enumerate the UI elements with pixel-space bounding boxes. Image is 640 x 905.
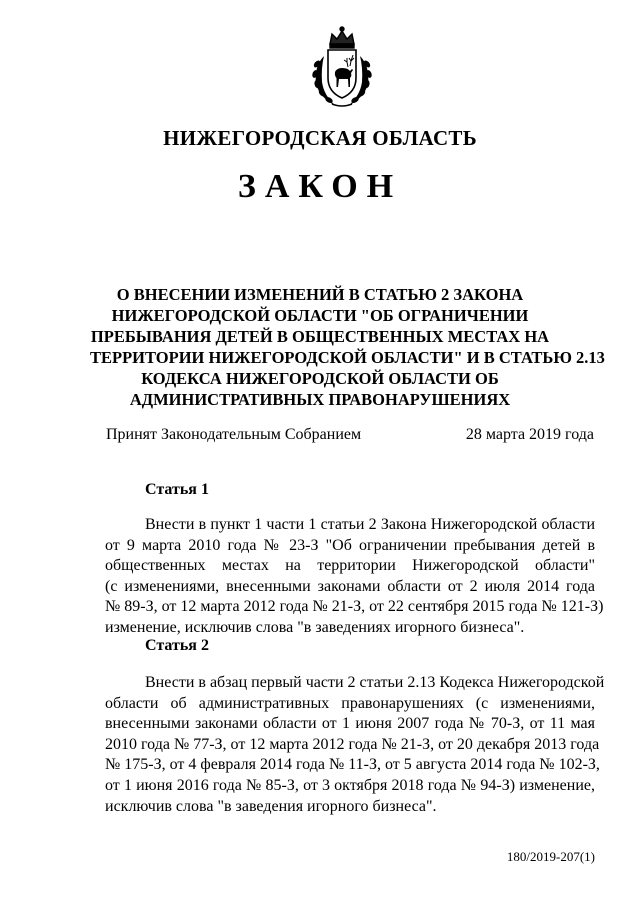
article-line: 2010 года № 77-З, от 12 марта 2012 года № 21-З, от 20 декабря 2013 года	[105, 735, 600, 753]
subject-line: АДМИНИСТРАТИВНЫХ ПРАВОНАРУШЕНИЯХ	[129, 390, 511, 409]
subject-line: ТЕРРИТОРИИ НИЖЕГОРОДСКОЙ ОБЛАСТИ" И В СТАТЬЮ 2.13	[90, 348, 605, 367]
article-line: области об административных правонарушениях (с изменениями,	[105, 694, 595, 712]
subject-line: О ВНЕСЕНИИ ИЗМЕНЕНИЙ В СТАТЬЮ 2 ЗАКОНА	[116, 285, 524, 304]
article-1-title: Статья 1	[145, 481, 209, 498]
document-number: 180/2019-207(1)	[506, 849, 595, 864]
article-2-body	[105, 673, 605, 817]
subject-line: ПРЕБЫВАНИЯ ДЕТЕЙ В ОБЩЕСТВЕННЫХ МЕСТАХ НА	[90, 327, 550, 346]
article-line: Внести в абзац первый части 2 статьи 2.13 Кодекса Нижегородской	[145, 674, 605, 691]
subject-line: НИЖЕГОРОДСКОЙ ОБЛАСТИ "ОБ ОГРАНИЧЕНИИ	[111, 306, 529, 325]
nizhny-novgorod-coat-of-arms-icon	[302, 26, 382, 110]
article-2-title: Статья 2	[145, 637, 209, 654]
adopting-body: Принят Законодательным Собранием	[106, 426, 362, 443]
document-type-heading: ЗАКОН	[237, 168, 403, 205]
article-line: (с изменениями, внесенными законами области от 2 июля 2014 года	[105, 577, 595, 595]
law-subject-title	[90, 284, 605, 410]
subject-line: КОДЕКСА НИЖЕГОРОДСКОЙ ОБЛАСТИ ОБ	[141, 369, 499, 388]
region-heading: НИЖЕГОРОДСКАЯ ОБЛАСТЬ	[163, 126, 477, 150]
article-1-body	[105, 515, 604, 639]
article-line: № 89-З, от 12 марта 2012 года № 21-З, от 22 сентября 2015 года № 121-З)	[105, 598, 604, 616]
article-line: от 9 марта 2010 года № 23-З "Об ограничении пребывания детей в	[105, 536, 595, 554]
article-line: Внести в пункт 1 части 1 статьи 2 Закона Нижегородской области	[145, 516, 595, 533]
adoption-date: 28 марта 2019 года	[465, 426, 594, 443]
article-line: № 175-З, от 4 февраля 2014 года № 11-З, от 5 августа 2014 года № 102-З,	[105, 756, 600, 774]
article-line: внесенными законами области от 1 июня 2007 года № 70-З, от 11 мая	[105, 715, 595, 733]
article-line: общественных местах на территории Нижегородской области"	[105, 557, 595, 575]
article-line: изменение, исключив слова "в заведениях игорного бизнеса".	[105, 618, 525, 636]
article-line: от 1 июня 2016 года № 85-З, от 3 октября 2018 года № 94-З) изменение,	[105, 776, 595, 794]
article-line: исключив слова "в заведения игорного бизнеса".	[105, 797, 437, 815]
